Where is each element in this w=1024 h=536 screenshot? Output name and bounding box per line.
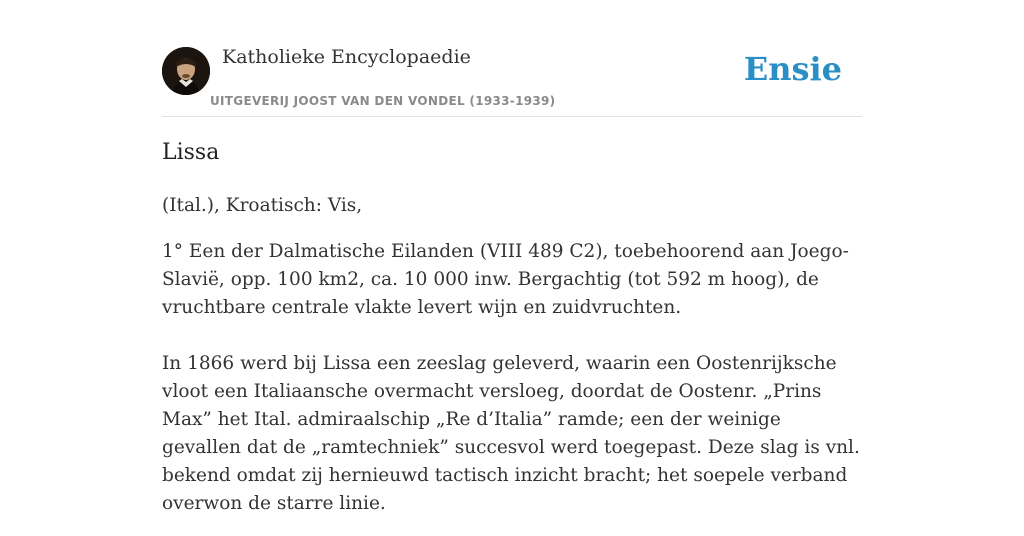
publication-subtitle: UITGEVERIJ JOOST VAN DEN VONDEL (1933-1939): [210, 94, 556, 108]
publication-avatar[interactable]: [162, 47, 210, 95]
publication-title[interactable]: Katholieke Encyclopaedie: [222, 46, 471, 68]
entry-paragraph: In 1866 werd bij Lissa een zeeslag geleverd, waarin een Oostenrijksche vloot een Italiaansche overmacht versloeg, doordat de Oostenr. „Prins Max” het Ital. admiraalschip „Re d’Italia” ramde; een der weinige gevallen dat de „ramtechniek” succesvol werd toegepast. Deze slag is vnl. bekend omdat zij hernieuwd tactisch inzicht bracht; het soepele verband overwon de starre linie.: [162, 353, 860, 514]
entry-paragraph: 1° Een der Dalmatische Eilanden (VIII 489 C2), toebehoorend aan Joego-Slavië, opp. 100 km2, ca. 10 000 inw. Bergachtig (tot 592 m hoog), de vruchtbare centrale vlakte levert wijn en zuidvruchten.: [162, 241, 849, 318]
portrait-icon: [162, 47, 210, 95]
entry-paragraph: (Ital.), Kroatisch: Vis,: [162, 195, 363, 216]
entry-title: Lissa: [162, 140, 220, 165]
entry-body: [162, 192, 862, 536]
publication-header: [162, 44, 862, 117]
ensie-logo[interactable]: Ensie: [743, 50, 842, 88]
